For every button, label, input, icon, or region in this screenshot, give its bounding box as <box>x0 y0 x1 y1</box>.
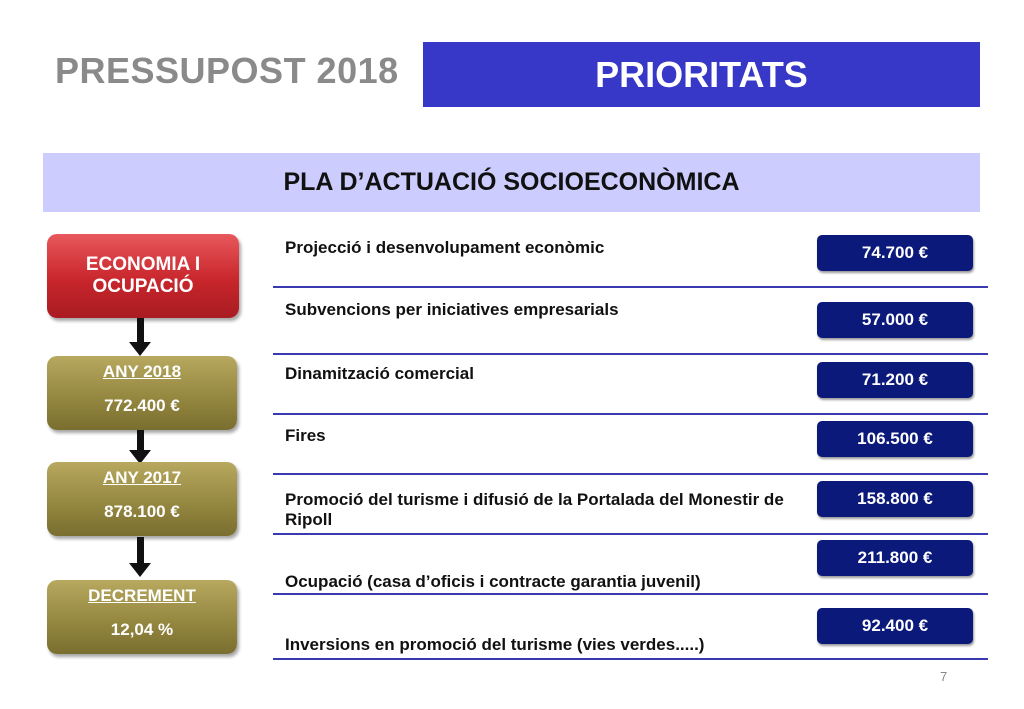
year-2018-box <box>47 356 237 430</box>
row-divider <box>273 286 988 288</box>
section-title: PRIORITATS <box>595 53 808 95</box>
row-value: 211.800 € <box>817 540 973 576</box>
row-divider <box>273 353 988 355</box>
row-label: Inversions en promoció del turisme (vies verdes.....) <box>285 635 705 654</box>
row-value: 57.000 € <box>817 302 973 338</box>
decrement-value: 12,04 % <box>110 620 174 639</box>
row-label: Fires <box>285 426 326 445</box>
year-2018-label: ANY 2018 <box>102 362 182 381</box>
row-label: Promoció del turisme i difusió de la Portalada del Monestir de Ripoll <box>285 490 784 529</box>
row-divider <box>273 473 988 475</box>
row-value: 71.200 € <box>817 362 973 398</box>
decrement-box <box>47 580 237 654</box>
subtitle-box <box>43 153 980 212</box>
subtitle: PLA D’ACTUACIÓ SOCIOECONÒMICA <box>283 168 740 196</box>
row-divider <box>273 413 988 415</box>
row-value: 74.700 € <box>817 235 973 271</box>
row-divider <box>273 593 988 595</box>
year-2017-value: 878.100 € <box>104 502 180 521</box>
section-title-box <box>423 42 980 107</box>
row-divider <box>273 658 988 660</box>
down-arrow-1 <box>137 318 144 344</box>
down-arrow-3 <box>137 537 144 565</box>
year-2017-box <box>47 462 237 536</box>
page-number: 7 <box>940 669 948 684</box>
down-arrow-head-1 <box>129 342 151 356</box>
row-label: Subvencions per iniciatives empresarials <box>285 300 619 319</box>
row-value: 158.800 € <box>817 481 973 517</box>
year-2018-value: 772.400 € <box>104 396 180 415</box>
row-value: 92.400 € <box>817 608 973 644</box>
down-arrow-2 <box>137 430 144 452</box>
row-label: Projecció i desenvolupament econòmic <box>285 238 605 257</box>
category-line1: ECONOMIA I <box>85 254 201 275</box>
year-2017-label: ANY 2017 <box>102 468 182 487</box>
category-line2: OCUPACIÓ <box>92 276 194 297</box>
category-box <box>47 234 239 318</box>
slide-title: PRESSUPOST 2018 <box>55 50 399 91</box>
row-label: Dinamització comercial <box>285 364 474 383</box>
down-arrow-head-3 <box>129 563 151 577</box>
row-value: 106.500 € <box>817 421 973 457</box>
row-divider <box>273 533 988 535</box>
row-label: Ocupació (casa d’oficis i contracte garantia juvenil) <box>285 572 701 591</box>
decrement-label: DECREMENT <box>88 586 196 605</box>
